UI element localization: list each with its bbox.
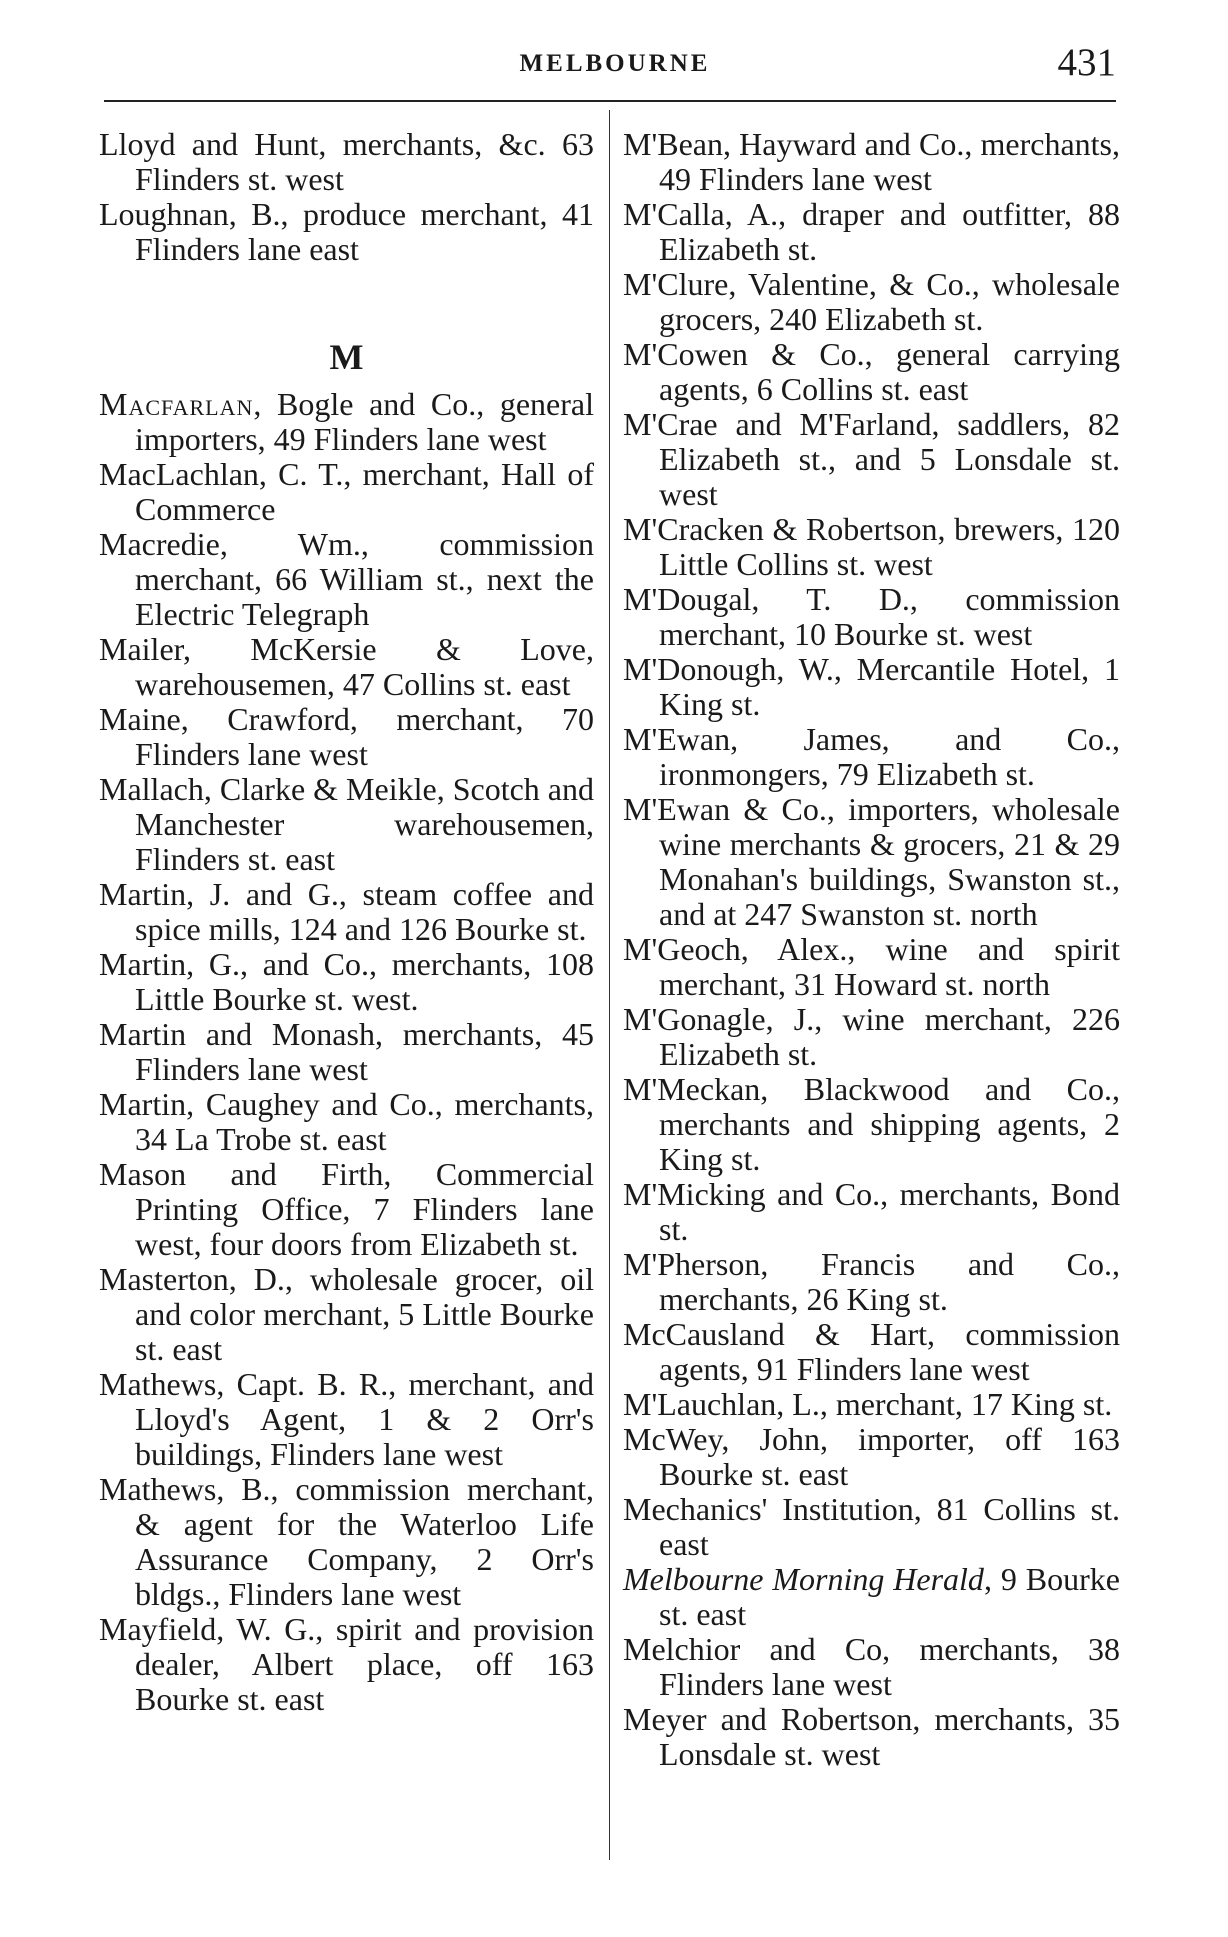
- directory-entry: M'Meckan, Blackwood and Co., merchants and shipping agents, 2 King st.: [623, 1071, 1120, 1177]
- directory-entry: Meyer and Robertson, merchants, 35 Lonsdale st. west: [623, 1701, 1120, 1772]
- running-title: MELBOURNE: [519, 50, 711, 77]
- directory-entry: Mathews, B., commission merchant, & agent for the Waterloo Life Assurance Company, 2 Orr's bldgs., Flinders lane west: [99, 1471, 594, 1612]
- directory-entry: McWey, John, importer, off 163 Bourke st. east: [623, 1421, 1120, 1492]
- left-column: [99, 127, 594, 1717]
- entry-lead-name: Macfarlan: [99, 386, 254, 422]
- directory-entry: Mason and Firth, Commercial Printing Office, 7 Flinders lane west, four doors from Elizabeth st.: [99, 1156, 594, 1262]
- directory-entry: Martin, J. and G., steam coffee and spice mills, 124 and 126 Bourke st.: [99, 876, 594, 947]
- directory-entry: Martin, Caughey and Co., merchants, 34 La Trobe st. east: [99, 1086, 594, 1157]
- directory-entry: Martin, G., and Co., merchants, 108 Little Bourke st. west.: [99, 946, 594, 1017]
- directory-entry: [623, 1562, 1120, 1632]
- directory-entry: Mailer, McKersie & Love, warehousemen, 47 Collins st. east: [99, 631, 594, 702]
- header-rule: [104, 100, 1116, 102]
- directory-entry: M'Ewan, James, and Co., ironmongers, 79 Elizabeth st.: [623, 721, 1120, 792]
- directory-entry: Melchior and Co, merchants, 38 Flinders lane west: [623, 1631, 1120, 1702]
- directory-entry: Masterton, D., wholesale grocer, oil and color merchant, 5 Little Bourke st. east: [99, 1261, 594, 1367]
- directory-entry: Maine, Crawford, merchant, 70 Flinders lane west: [99, 701, 594, 772]
- directory-entry: M'Pherson, Francis and Co., merchants, 26 King st.: [623, 1246, 1120, 1317]
- directory-entry: M'Cracken & Robertson, brewers, 120 Little Collins st. west: [623, 511, 1120, 582]
- directory-entry: M'Crae and M'Farland, saddlers, 82 Elizabeth st., and 5 Lonsdale st. west: [623, 406, 1120, 512]
- right-column: [623, 127, 1120, 1772]
- directory-entry: M'Bean, Hayward and Co., merchants, 49 Flinders lane west: [623, 126, 1120, 197]
- directory-entry: M'Clure, Valentine, & Co., wholesale grocers, 240 Elizabeth st.: [623, 266, 1120, 337]
- directory-entry: M'Ewan & Co., importers, wholesale wine merchants & grocers, 21 & 29 Monahan's buildings, Swanston st., and at 247 Swanston st. north: [623, 791, 1120, 932]
- directory-entry: MacLachlan, C. T., merchant, Hall of Commerce: [99, 456, 594, 527]
- directory-entry: McCausland & Hart, commission agents, 91 Flinders lane west: [623, 1316, 1120, 1387]
- section-letter: M: [329, 337, 364, 377]
- directory-entry: M'Geoch, Alex., wine and spirit merchant, 31 Howard st. north: [623, 931, 1120, 1002]
- page-header: [0, 0, 1228, 105]
- directory-entry: M'Donough, W., Mercantile Hotel, 1 King st.: [623, 651, 1120, 722]
- directory-entry: Lloyd and Hunt, merchants, &c. 63 Flinders st. west: [99, 126, 594, 197]
- directory-entry: M'Lauchlan, L., merchant, 17 King st.: [623, 1386, 1113, 1422]
- newspaper-title: Melbourne Morning Herald: [623, 1561, 984, 1597]
- column-divider: [609, 110, 610, 1860]
- directory-entry: Macredie, Wm., commission merchant, 66 William st., next the Electric Telegraph: [99, 526, 594, 632]
- directory-entry: [99, 387, 594, 457]
- page-number: 431: [1057, 41, 1116, 84]
- directory-entry: Mayfield, W. G., spirit and provision dealer, Albert place, off 163 Bourke st. east: [99, 1611, 594, 1717]
- directory-entry: M'Dougal, T. D., commission merchant, 10 Bourke st. west: [623, 581, 1120, 652]
- directory-entry: Loughnan, B., produce merchant, 41 Flinders lane east: [99, 196, 594, 267]
- directory-entry: M'Calla, A., draper and outfitter, 88 Elizabeth st.: [623, 196, 1120, 267]
- directory-entry: M'Micking and Co., merchants, Bond st.: [623, 1176, 1120, 1247]
- entry-text: , Bogle and Co., general importers, 49 Flinders lane west: [135, 386, 594, 457]
- directory-entry: M'Cowen & Co., general carrying agents, 6 Collins st. east: [623, 336, 1120, 407]
- directory-entry: Mallach, Clarke & Meikle, Scotch and Manchester warehousemen, Flinders st. east: [99, 771, 594, 877]
- directory-entry: M'Gonagle, J., wine merchant, 226 Elizabeth st.: [623, 1001, 1120, 1072]
- directory-entry: Mathews, Capt. B. R., merchant, and Lloyd's Agent, 1 & 2 Orr's buildings, Flinders lane west: [99, 1366, 594, 1472]
- directory-entry: Mechanics' Institution, 81 Collins st. east: [623, 1491, 1120, 1562]
- directory-entry: Martin and Monash, merchants, 45 Flinders lane west: [99, 1016, 594, 1087]
- entry-text: , 9 Bourke st. east: [659, 1561, 1121, 1632]
